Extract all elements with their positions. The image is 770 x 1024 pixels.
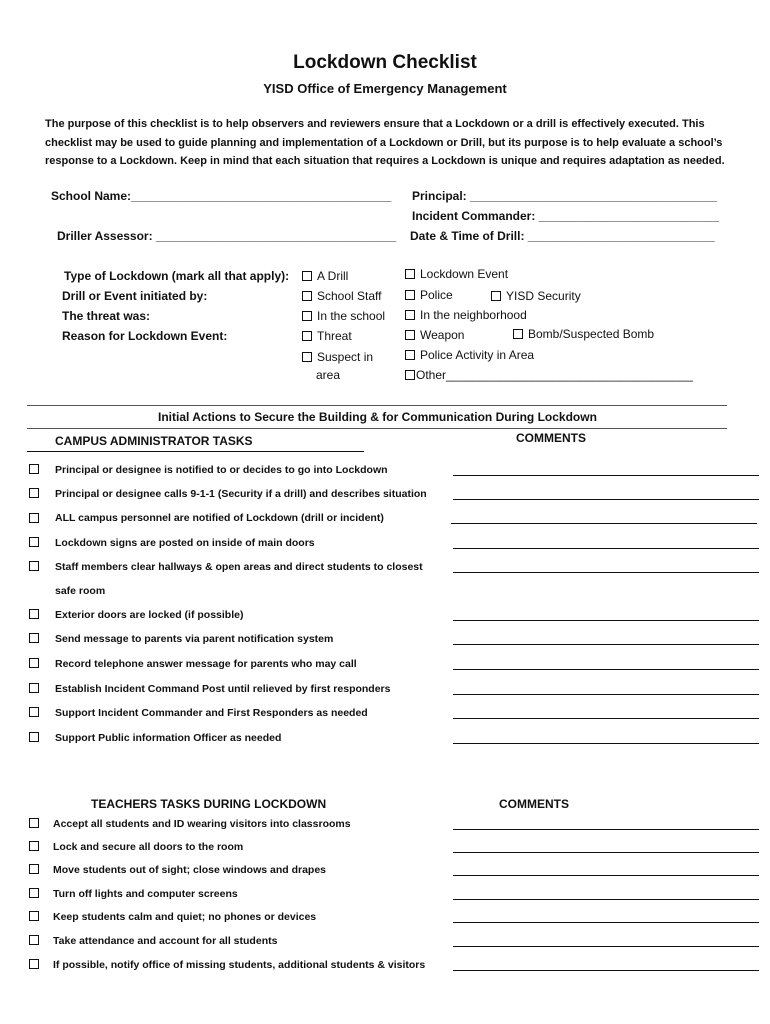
threat-label: The threat was: xyxy=(62,309,151,323)
type-of-lockdown-label: Type of Lockdown (mark all that apply): xyxy=(64,269,290,283)
admin-task-10: Support Incident Commander and First Responders as needed xyxy=(55,707,368,719)
checkbox-icon[interactable] xyxy=(302,331,312,341)
checkbox-icon[interactable] xyxy=(405,370,415,380)
option-a-drill[interactable]: A Drill xyxy=(302,269,348,283)
checkbox-icon[interactable] xyxy=(302,352,312,362)
comment-line[interactable] xyxy=(453,829,759,830)
purpose-paragraph: The purpose of this checklist is to help observers and reviewers ensure that a Lockdown or a drill is effectively executed. This checklist may be used to guide planning and implementation of a Lockdown or Drill, but its purpose is to help evaluate a school’s response to a Lockdown. Keep in mind that each situation that requires a Lockdown is unique and requires adaptation as needed. xyxy=(45,118,725,167)
task-checkbox[interactable] xyxy=(29,888,39,898)
checkbox-icon[interactable] xyxy=(491,291,501,301)
task-checkbox[interactable] xyxy=(29,658,39,668)
comment-line[interactable] xyxy=(453,669,759,670)
option-suspect-in-area[interactable]: Suspect in xyxy=(302,350,373,364)
comment-line[interactable] xyxy=(453,572,759,573)
comment-line[interactable] xyxy=(453,718,759,719)
incident-commander-field[interactable]: Incident Commander: ___________________________ xyxy=(412,209,719,223)
checkbox-icon[interactable] xyxy=(513,329,523,339)
checkbox-icon[interactable] xyxy=(302,271,312,281)
task-checkbox[interactable] xyxy=(29,818,39,828)
task-checkbox[interactable] xyxy=(29,707,39,717)
task-checkbox[interactable] xyxy=(29,959,39,969)
date-time-field[interactable]: Date & Time of Drill: ____________________________ xyxy=(410,229,715,243)
comment-line[interactable] xyxy=(453,743,759,744)
comment-line[interactable] xyxy=(453,970,759,971)
admin-task-4: Lockdown signs are posted on inside of main doors xyxy=(55,537,315,549)
admin-task-8: Record telephone answer message for parents who may call xyxy=(55,658,357,670)
admin-comments-heading: COMMENTS xyxy=(516,431,586,445)
section-divider-bottom xyxy=(27,428,727,429)
comment-line[interactable] xyxy=(453,548,759,549)
task-checkbox[interactable] xyxy=(29,732,39,742)
reason-label: Reason for Lockdown Event: xyxy=(62,329,228,343)
admin-tasks-heading: CAMPUS ADMINISTRATOR TASKS xyxy=(55,434,253,448)
comment-line[interactable] xyxy=(453,899,759,900)
teacher-task-3: Move students out of sight; close windows and drapes xyxy=(53,864,327,876)
option-other[interactable]: Other_____________________________________ xyxy=(405,368,693,382)
teacher-task-6: Take attendance and account for all students xyxy=(53,935,278,947)
task-checkbox[interactable] xyxy=(29,911,39,921)
task-checkbox[interactable] xyxy=(29,633,39,643)
task-checkbox[interactable] xyxy=(29,841,39,851)
teacher-task-4: Turn off lights and computer screens xyxy=(53,888,238,900)
admin-task-7: Send message to parents via parent notification system xyxy=(55,633,334,645)
option-yisd-security[interactable]: YISD Security xyxy=(491,289,581,303)
checkbox-icon[interactable] xyxy=(302,291,312,301)
admin-task-5: Staff members clear hallways & open areas and direct students to closest xyxy=(55,561,423,573)
admin-task-11: Support Public information Officer as needed xyxy=(55,732,282,744)
option-lockdown-event[interactable]: Lockdown Event xyxy=(405,267,508,281)
checkbox-icon[interactable] xyxy=(405,350,415,360)
comment-line[interactable] xyxy=(453,694,759,695)
option-police[interactable]: Police xyxy=(405,288,453,302)
teacher-task-7: If possible, notify office of missing students, additional students & visitors xyxy=(53,959,426,971)
comment-line[interactable] xyxy=(453,852,759,853)
task-checkbox[interactable] xyxy=(29,513,39,523)
task-checkbox[interactable] xyxy=(29,488,39,498)
option-bomb[interactable]: Bomb/Suspected Bomb xyxy=(513,327,654,341)
teacher-task-2: Lock and secure all doors to the room xyxy=(53,841,244,853)
driller-assessor-field[interactable]: Driller Assessor: ____________________________________ xyxy=(57,229,397,243)
teachers-tasks-heading: TEACHERS TASKS DURING LOCKDOWN xyxy=(91,797,327,811)
option-suspect-in-area-line2: area xyxy=(316,368,341,382)
comment-line[interactable] xyxy=(453,875,759,876)
initiated-by-label: Drill or Event initiated by: xyxy=(62,289,208,303)
teacher-task-5: Keep students calm and quiet; no phones or devices xyxy=(53,911,317,923)
task-checkbox[interactable] xyxy=(29,609,39,619)
checkbox-icon[interactable] xyxy=(405,290,415,300)
task-checkbox[interactable] xyxy=(29,864,39,874)
page-subtitle: YISD Office of Emergency Management xyxy=(263,81,507,96)
comment-line[interactable] xyxy=(453,475,759,476)
school-name-field[interactable]: School Name:_______________________________________ xyxy=(51,189,392,203)
checkbox-icon[interactable] xyxy=(302,311,312,321)
comment-line[interactable] xyxy=(453,499,759,500)
admin-task-9: Establish Incident Command Post until relieved by first responders xyxy=(55,683,391,695)
teacher-task-1: Accept all students and ID wearing visitors into classrooms xyxy=(53,818,351,830)
section-divider-top xyxy=(27,405,727,406)
admin-task-2: Principal or designee calls 9-1-1 (Security if a drill) and describes situation xyxy=(55,488,427,500)
option-in-the-neighborhood[interactable]: In the neighborhood xyxy=(405,308,527,322)
principal-field[interactable]: Principal: _____________________________________ xyxy=(412,189,717,203)
admin-task-3: ALL campus personnel are notified of Lockdown (drill or incident) xyxy=(55,512,384,524)
admin-task-1: Principal or designee is notified to or decides to go into Lockdown xyxy=(55,464,388,476)
option-in-the-school[interactable]: In the school xyxy=(302,309,385,323)
comment-line[interactable] xyxy=(451,523,757,524)
comment-line[interactable] xyxy=(453,620,759,621)
option-weapon[interactable]: Weapon xyxy=(405,328,464,342)
page-title: Lockdown Checklist xyxy=(293,52,477,73)
comment-line[interactable] xyxy=(453,644,759,645)
initial-actions-banner: Initial Actions to Secure the Building & for Communication During Lockdown xyxy=(158,410,597,424)
task-checkbox[interactable] xyxy=(29,935,39,945)
teachers-comments-heading: COMMENTS xyxy=(499,797,569,811)
checkbox-icon[interactable] xyxy=(405,310,415,320)
comment-line[interactable] xyxy=(453,946,759,947)
option-threat[interactable]: Threat xyxy=(302,329,352,343)
admin-heading-rule xyxy=(27,451,364,452)
checkbox-icon[interactable] xyxy=(405,330,415,340)
checkbox-icon[interactable] xyxy=(405,269,415,279)
option-school-staff[interactable]: School Staff xyxy=(302,289,382,303)
task-checkbox[interactable] xyxy=(29,537,39,547)
comment-line[interactable] xyxy=(453,922,759,923)
admin-task-5-cont: safe room xyxy=(55,585,106,597)
task-checkbox[interactable] xyxy=(29,464,39,474)
admin-task-6: Exterior doors are locked (if possible) xyxy=(55,609,244,621)
task-checkbox[interactable] xyxy=(29,561,39,571)
task-checkbox[interactable] xyxy=(29,683,39,693)
option-police-activity[interactable]: Police Activity in Area xyxy=(405,348,534,362)
